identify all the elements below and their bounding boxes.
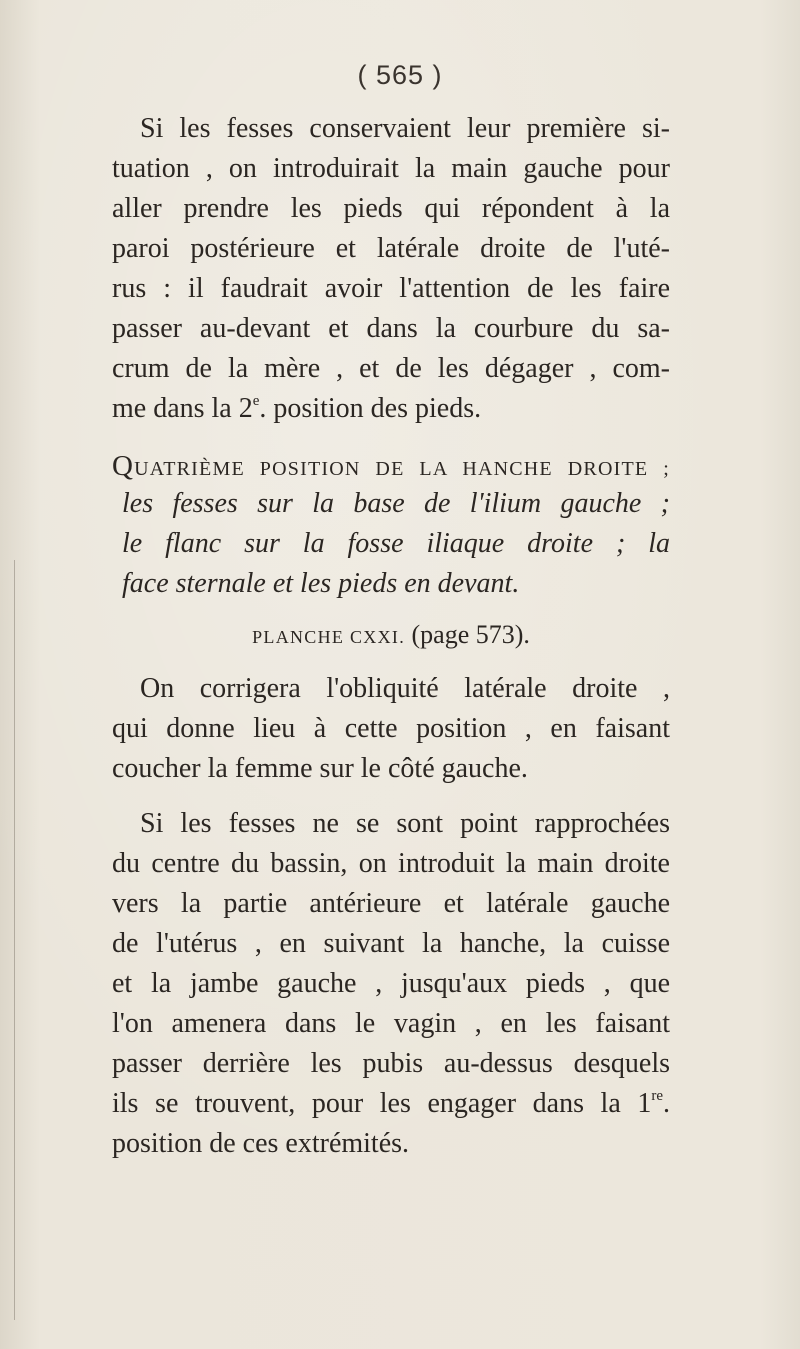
heading-italic-line: le flanc sur la fosse iliaque droite ; la [122, 528, 670, 559]
superscript: e [252, 393, 260, 409]
gutter-line [14, 560, 15, 1320]
paragraph-line: crum de la mère , et de les dégager , com- [112, 353, 670, 384]
superscript: re [651, 1088, 663, 1104]
paragraph-line [112, 395, 481, 423]
section-heading [112, 452, 670, 481]
paragraph-line: du centre du bassin, on introduit la main droite [112, 848, 670, 879]
text-run: me dans la 2 [112, 393, 253, 424]
paragraph-line: de l'utérus , en suivant la hanche, la cuisse [112, 928, 670, 959]
plate-reference [112, 622, 670, 648]
text-run: . position des pieds. [259, 393, 482, 424]
text-run: . [663, 1088, 670, 1119]
drop-capital: Q [112, 450, 135, 482]
paragraph-line: passer au-devant et dans la courbure du sa- [112, 313, 670, 344]
paragraph-line: tuation , on introduirait la main gauche pour [112, 153, 670, 184]
paragraph-line: paroi postérieure et latérale droite de l'uté- [112, 233, 670, 264]
paragraph-line: Si les fesses ne se sont point rapprochées [140, 808, 670, 839]
paragraph-line: qui donne lieu à cette position , en faisant [112, 713, 670, 744]
paragraph-line: passer derrière les pubis au-dessus desquels [112, 1048, 670, 1079]
paragraph-line: et la jambe gauche , jusqu'aux pieds , que [112, 968, 670, 999]
paragraph-line: aller prendre les pieds qui répondent à la [112, 193, 670, 224]
paragraph-line: rus : il faudrait avoir l'attention de les faire [112, 273, 670, 304]
paragraph-line: position de ces extrémités. [112, 1128, 410, 1159]
paragraph-line [112, 1090, 670, 1118]
paragraph-line: vers la partie antérieure et latérale gauche [112, 888, 670, 919]
plate-label: PLANCHE CXXI. [252, 627, 405, 647]
paragraph-line: coucher la femme sur le côté gauche. [112, 753, 528, 784]
text-block [112, 0, 670, 1349]
text-run: ils se trouvent, pour les engager dans la 1 [112, 1088, 652, 1119]
page-number: ( 565 ) [357, 60, 443, 90]
paragraph-line: Si les fesses conservaient leur première si- [140, 113, 670, 144]
paragraph-line: On corrigera l'obliquité latérale droite , [140, 673, 670, 704]
small-caps-text: UATRIÈME POSITION DE LA HANCHE DROITE ; [134, 458, 670, 480]
paragraph-line: l'on amenera dans le vagin , en les faisant [112, 1008, 670, 1039]
heading-italic-line: les fesses sur la base de l'ilium gauche ; [122, 488, 670, 519]
plate-page-ref: (page 573). [411, 620, 530, 649]
heading-italic-line: face sternale et les pieds en devant. [122, 568, 520, 599]
